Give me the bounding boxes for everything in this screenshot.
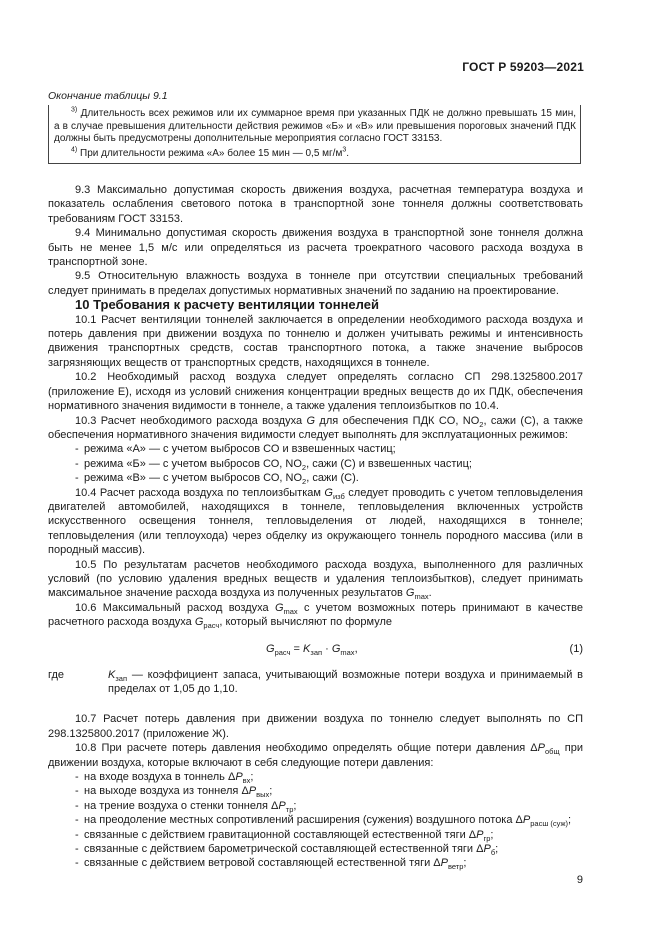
p10-8-sub: общ: [545, 747, 560, 757]
loss-end: ;: [463, 857, 467, 870]
loss-text: связанные с действием барометрической составляющей естественной тяги Δ: [84, 843, 484, 856]
p10-4-part-a: 10.4 Расчет расхода воздуха по теплоизбыткам: [75, 486, 325, 499]
loss-end: ;: [293, 799, 297, 812]
mode-b-sub: 2: [301, 462, 307, 472]
mode-list-item: [48, 457, 583, 471]
p10-8-part-b: при движении воздуха, которые включают в себя следующие потери давления:: [48, 742, 583, 769]
loss-text: на входе воздуха в тоннель Δ: [84, 771, 236, 784]
loss-sub: расш (суж): [530, 819, 569, 829]
formula-eq: =: [290, 642, 304, 655]
mode-list-item: [48, 442, 583, 456]
p10-4-sub: изб: [332, 491, 345, 501]
loss-sub: ветр: [447, 862, 464, 872]
formula-k-sub: зап: [310, 647, 323, 657]
mode-v-sub: 2: [302, 477, 307, 487]
loss-text: связанные с действием гравитационной составляющей естественной тяги Δ: [84, 828, 477, 841]
formula-g-sub: max: [340, 647, 355, 657]
p10-3-var-g: G: [306, 414, 316, 427]
p10-5-var-g: G: [405, 587, 415, 600]
mode-b-text: режима «Б» — с учетом выбросов СО, NO: [84, 457, 302, 470]
loss-text: на трение воздуха о стенки тоннеля Δ: [84, 799, 279, 812]
paragraph-10-8: [48, 741, 583, 770]
formula-1: [48, 642, 583, 658]
loss-end: ;: [495, 843, 499, 856]
loss-sub: тр: [285, 805, 294, 815]
footnote-4-end: .: [346, 147, 350, 159]
paragraph-10-2: 10.2 Необходимый расход воздуха следует определять согласно СП 298.1325800.2017 (приложение Е), исходя из условий снижения концентрации вредных веществ до их ПДК, обеспечения нормативного значения видимости в тоннеле, а также удаления теплоизбытков по 10.4.: [48, 371, 583, 413]
list-dash: -: [75, 472, 79, 485]
p10-6-sub: max: [283, 606, 298, 616]
loss-sub: вых: [256, 790, 270, 800]
list-dash: -: [75, 843, 79, 856]
formula-lhs-sub: расч: [274, 647, 291, 657]
where-label: где: [48, 668, 65, 681]
loss-sub: вх: [242, 776, 251, 786]
p10-4-part-b: следует проводить с учетом тепловыделения двигателей автомобилей, находящихся в тоннеле, тепловыделения включенных устройств искусственного освещения тоннеля, тепловыделения от людей, находящихся в тоннеле; тепловыделения (или теплоухода) через обделку из окружающего тоннель породного массива (или в породный массив).: [48, 486, 584, 557]
p10-5-part-a: 10.5 По результатам расчетов необходимого расхода воздуха, выполненного для различных условий (по условию удаления вредных веществ и удаления теплоизбытков), следует принимать максимальное значение расхода воздуха из полученных результатов: [48, 558, 583, 600]
list-dash: -: [75, 457, 79, 470]
loss-var: P: [278, 799, 286, 812]
list-dash: -: [75, 799, 79, 812]
p10-6-var-g: G: [274, 601, 284, 614]
footnote-4-mark: 4): [71, 146, 78, 154]
table-caption: Окончание таблицы 9.1: [48, 90, 168, 102]
list-dash: -: [75, 828, 79, 841]
p10-3-part-b: для обеспечения ПДК CO, NO: [315, 414, 480, 427]
paragraph-9-4: 9.4 Минимально допустимая скорость движения воздуха в транспортной зоне тоннеля должна быть не менее 1,5 м/с или определяться из расчета троекратного часового расхода воздуха в транспортной зоне.: [48, 227, 583, 269]
p10-5-sub: max: [414, 592, 429, 602]
section-title: 10 Требования к расчету вентиляции тоннелей: [75, 297, 379, 313]
formula-lhs-var: G: [266, 642, 275, 655]
p10-6-part-c: , который вычисляют по формуле: [219, 616, 393, 629]
where-sub: зап: [115, 673, 128, 683]
loss-text: связанные с действием ветровой составляющей естественной тяги Δ: [84, 857, 441, 870]
mode-b-end: , сажи (С) и взвешенных частиц;: [306, 457, 472, 470]
loss-list-item: [48, 828, 583, 842]
table-footnotes: [48, 105, 581, 164]
loss-var: P: [248, 785, 257, 798]
p10-6-sub2: расч: [203, 621, 220, 631]
footnote-4-text: При длительности режима «А» более 15 мин — 0,5 мг/м: [80, 147, 343, 159]
mode-list-item: [48, 471, 583, 485]
p10-8-var-p: P: [537, 742, 545, 755]
loss-list-item: [48, 842, 583, 856]
loss-var: P: [483, 843, 491, 856]
paragraph-9-5: 9.5 Относительную влажность воздуха в тоннеле при отсутствии специальных требований следует принимать в пределах допустимых нормативных значений по заданию на проектирование.: [48, 270, 583, 297]
loss-list-item: [48, 770, 583, 784]
formula-g-var: G: [331, 642, 341, 655]
footnote-3-mark: 3): [71, 106, 78, 114]
spacer: [48, 696, 583, 712]
paragraph-10-3: [48, 414, 583, 443]
where-var: K: [108, 668, 116, 681]
paragraph-10-5: [48, 558, 583, 601]
p10-3-sub: 2: [479, 419, 484, 429]
loss-list-item: [48, 856, 583, 870]
loss-sub: б: [490, 848, 496, 858]
paragraph-9-3: 9.3 Максимально допустимая скорость движения воздуха, расчетная температура воздуха и показатель ослабления светового потока в транспортной зоне тоннеля должны соответствовать требованиям ГОСТ 33153.: [48, 184, 583, 225]
main-text: [48, 183, 583, 871]
footnote-3: [54, 108, 576, 146]
mode-a-text: режима «А» — с учетом выбросов СО и взвешенных частиц;: [84, 443, 396, 456]
standard-designation: ГОСТ Р 59203—2021: [462, 60, 584, 74]
loss-var: P: [440, 857, 448, 870]
footnote-3-text: Длительность всех режимов или их суммарное время при указанных ПДК не должно превышать 15 мин, а в случае превышения длительности действия режимов «Б» и «В» или превышения пороговых значений ПДК должны быть предусмотрены дополнительные мероприятия согласно ГОСТ 33153.: [54, 108, 577, 144]
loss-var: P: [522, 814, 531, 827]
formula-end: ,: [354, 642, 358, 655]
mode-v-end: , сажи (С).: [306, 472, 359, 485]
list-dash: -: [75, 443, 79, 456]
p10-4-var-g: G: [324, 486, 333, 499]
p10-8-part-a: 10.8 При расчете потерь давления необходимо определять общие потери давления Δ: [75, 742, 538, 755]
p10-3-part-a: 10.3 Расчет необходимого расхода воздуха: [75, 414, 307, 427]
loss-list-item: [48, 813, 583, 827]
p10-3-part-c: , сажи (С), а также обеспечения нормативного значения видимости следует выполнять для эксплуатационных режимов:: [48, 414, 583, 441]
loss-text: на преодоление местных сопротивлений расширения (сужения) воздушного потока Δ: [84, 814, 523, 827]
p10-6-part-b: с учетом возможных потерь принимают в качестве расчетного расхода воздуха: [48, 601, 583, 629]
paragraph-10-1: 10.1 Расчет вентиляции тоннелей заключается в определении необходимого расхода воздуха и потерь давления при движении воздуха по тоннелю и должен учитывать режимы и интенсивность движения транспортных средств, состав транспортного потока, а также значение выбросов загрязняющих веществ от транспортных средств, находящихся в тоннеле.: [48, 313, 583, 369]
list-dash: -: [75, 771, 79, 784]
formula-number: (1): [569, 642, 583, 655]
loss-var: P: [235, 771, 243, 784]
list-dash: -: [75, 857, 79, 870]
loss-end: ;: [568, 814, 572, 827]
p10-6-part-a: 10.6 Максимальный расход воздуха: [75, 601, 275, 614]
formula-dot: ·: [322, 642, 332, 655]
paragraph-10-4: [48, 486, 583, 558]
loss-var: P: [476, 828, 484, 841]
loss-end: ;: [490, 828, 494, 841]
paragraph-10-7: 10.7 Расчет потерь давления при движении воздуха по тоннелю следует выполнять по СП 298.1325800.2017 (приложение Ж).: [48, 713, 583, 740]
footnote-4-unit-sup: 3: [342, 146, 347, 154]
where-clause: [48, 668, 583, 697]
loss-list-item: [48, 784, 583, 798]
loss-text: на выходе воздуха из тоннеля Δ: [84, 785, 249, 798]
p10-6-var-g2: G: [194, 616, 204, 629]
formula-expression: [266, 642, 358, 656]
formula-k-var: K: [303, 642, 311, 655]
loss-list-item: [48, 799, 583, 813]
loss-end: ;: [269, 785, 273, 798]
where-text: — коэффициент запаса, учитывающий возможные потери воздуха и принимаемый в пределах от 1,05 до 1,10.: [108, 668, 583, 695]
mode-v-text: режима «В» — с учетом выбросов СО, NO: [84, 472, 303, 485]
page-number: 9: [576, 874, 583, 886]
loss-sub: гр: [483, 833, 491, 843]
p10-5-part-b: .: [428, 587, 432, 600]
list-dash: -: [75, 785, 79, 798]
footnote-4: [54, 148, 576, 161]
paragraph-10-6: [48, 601, 583, 630]
list-dash: -: [75, 814, 79, 827]
loss-end: ;: [250, 771, 254, 784]
